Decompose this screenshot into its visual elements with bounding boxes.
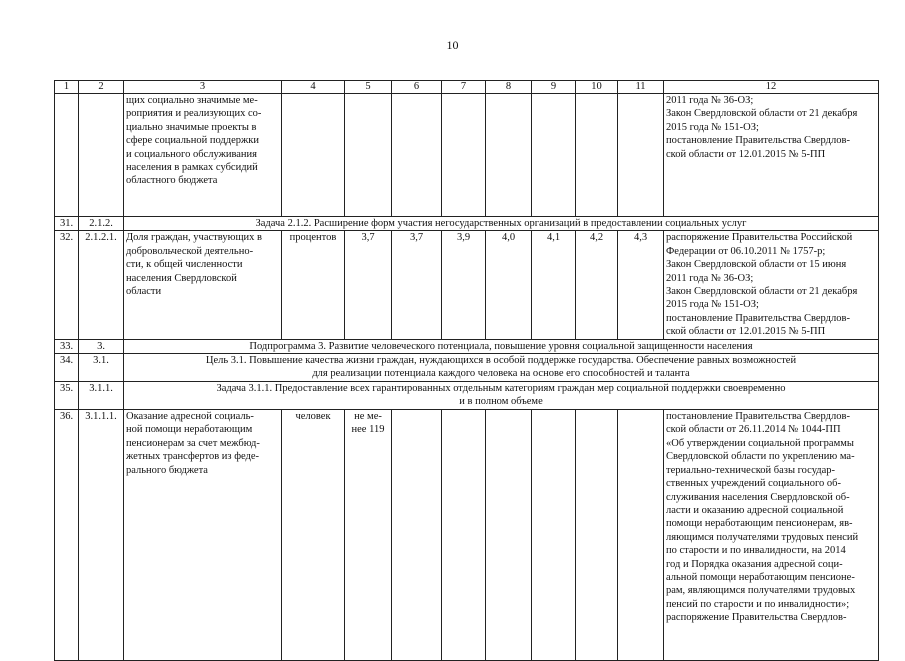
- value-col-5: 3,7: [345, 231, 392, 339]
- column-header: 4: [282, 81, 345, 94]
- row-number: 36.: [55, 410, 79, 661]
- indicator-description: Доля граждан, участвующих в добровольческой деятельно- сти, к общей численности населения Свердловской области: [124, 231, 282, 339]
- row-code: 2.1.2.: [79, 217, 124, 231]
- value-col-10: 4,2: [576, 231, 618, 339]
- task-title: Задача 3.1.1. Предоставление всех гарантированных отдельным категориям граждан мер социальной поддержки своевременно и в полном объеме: [124, 382, 879, 410]
- value-col-7: 3,9: [442, 231, 486, 339]
- goal-title: Цель 3.1. Повышение качества жизни граждан, нуждающихся в особой поддержке государства. Обеспечение равных возможностей для реализации потенциала каждого человека на основе его способностей и таланта: [124, 354, 879, 382]
- column-header: 11: [618, 81, 664, 94]
- subprogram-title: Подпрограмма 3. Развитие человеческого потенциала, повышение уровня социальной защищенности населения: [124, 339, 879, 353]
- row-code: 3.: [79, 339, 124, 353]
- indicator-description: Оказание адресной социаль- ной помощи неработающим пенсионерам за счет межбюд- жетных трансфертов из феде- рального бюджета: [124, 410, 282, 661]
- row-code: 3.1.: [79, 354, 124, 382]
- row-code: 3.1.1.1.: [79, 410, 124, 661]
- column-header: 12: [664, 81, 879, 94]
- value-col-11: 4,3: [618, 231, 664, 339]
- table-row: [55, 231, 879, 339]
- unit: процентов: [282, 231, 345, 339]
- row-code: 3.1.1.: [79, 382, 124, 410]
- column-header: 2: [79, 81, 124, 94]
- unit: человек: [282, 410, 345, 661]
- table-row: [55, 410, 879, 661]
- table-row: [55, 354, 879, 382]
- row-number: 33.: [55, 339, 79, 353]
- page-number: 10: [446, 38, 459, 52]
- value-col-6: 3,7: [392, 231, 442, 339]
- value-col-8: 4,0: [486, 231, 532, 339]
- column-header: 1: [55, 81, 79, 94]
- row-number: 32.: [55, 231, 79, 339]
- table-header: [55, 81, 879, 94]
- column-header: 7: [442, 81, 486, 94]
- row-number: 31.: [55, 217, 79, 231]
- indicators-table: [54, 80, 879, 661]
- value-col-9: 4,1: [532, 231, 576, 339]
- table-row: [55, 94, 879, 217]
- row-number: 34.: [55, 354, 79, 382]
- row-code: 2.1.2.1.: [79, 231, 124, 339]
- legal-basis: распоряжение Правительства Российской Федерации от 06.10.2011 № 1757-р; Закон Свердловской области от 15 июня 2011 года № 36-ОЗ; Закон Свердловской области от 21 декабря 2015 года № 151-ОЗ; постановление Правительства Свердлов- ской области от 12.01.2015 № 5-ПП: [664, 231, 879, 339]
- column-header: 5: [345, 81, 392, 94]
- indicator-description: щих социально значимые ме- роприятия и реализующих со- циально значимые проекты в сфере социальной поддержки и социального обслуживания населения в рамках субсидий областного бюджета: [124, 94, 282, 217]
- task-title: Задача 2.1.2. Расширение форм участия негосударственных организаций в предоставлении социальных услуг: [124, 217, 879, 231]
- column-header: 9: [532, 81, 576, 94]
- legal-basis: 2011 года № 36-ОЗ; Закон Свердловской области от 21 декабря 2015 года № 151-ОЗ; постановление Правительства Свердлов- ской области от 12.01.2015 № 5-ПП: [664, 94, 879, 217]
- legal-basis: постановление Правительства Свердлов- ской области от 26.11.2014 № 1044-ПП «Об утверждении социальной программы Свердловской области по укреплению ма- териально-технической базы государ- ственных учреждений социального об- служивания населения Свердловской об- ласти и оказанию адресной социальной помощи неработающим пенсионерам, яв- ляющимся получателями трудовых пенсий по старости и по инвалидности, на 2014 год и Порядка оказания адресной соци- альной помощи неработающим пенсионе- рам, являющимся получателями трудовых пенсий по старости и по инвалидности»; распоряжение Правительства Свердлов-: [664, 410, 879, 661]
- column-header: 8: [486, 81, 532, 94]
- table-row: [55, 217, 879, 231]
- table-row: [55, 382, 879, 410]
- row-number: 35.: [55, 382, 79, 410]
- value-col-5: не ме- нее 119: [345, 410, 392, 661]
- column-header: 10: [576, 81, 618, 94]
- table-row: [55, 339, 879, 353]
- column-header: 6: [392, 81, 442, 94]
- column-header: 3: [124, 81, 282, 94]
